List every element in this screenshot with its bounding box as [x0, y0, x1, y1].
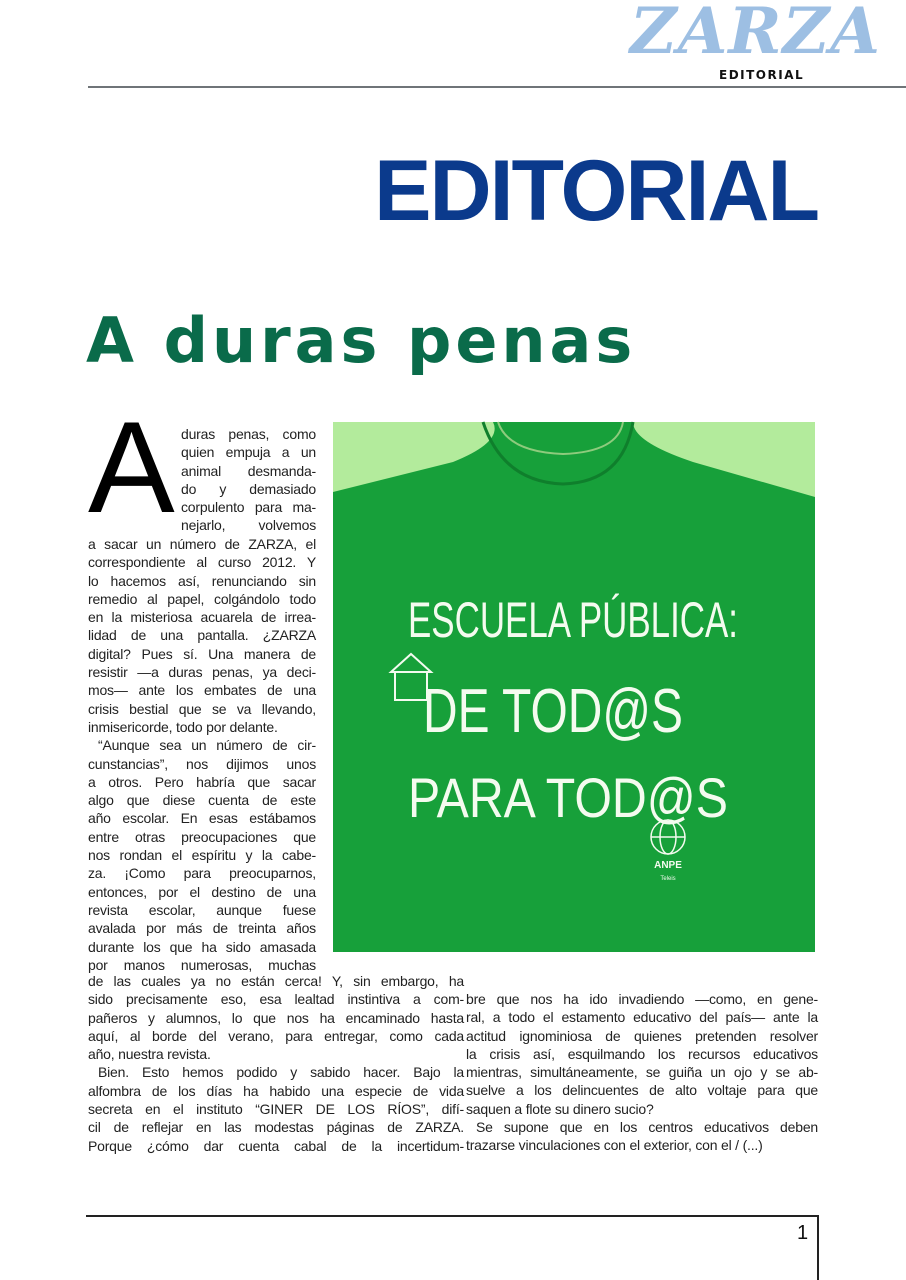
text-line: lo hacemos así, renunciando sin: [88, 572, 316, 589]
text-line: durante los que ha sido amasada: [88, 938, 316, 955]
anpe-logo-subtext: Teleis: [660, 876, 676, 882]
text-line: cil de reflejar en las modestas páginas de ZARZA.: [88, 1119, 464, 1136]
page-number: 1: [797, 1222, 809, 1244]
text-line: a otros. Pero habría que sacar: [88, 773, 316, 790]
section-label: EDITORIAL: [719, 68, 805, 82]
text-line: nejarlo, volvemos: [181, 517, 316, 534]
text-line: corpulento para ma-: [181, 499, 316, 516]
text-block-left-column: [88, 535, 316, 974]
text-line: entre otras preocupaciones que: [88, 828, 316, 845]
text-line: “Aunque sea un número de cir-: [98, 737, 316, 754]
text-line: duras penas, como: [181, 426, 316, 442]
text-line: correspondiente al curso 2012. Y: [88, 554, 316, 571]
text-line: aquí, al borde del verano, para entregar, como cada: [88, 1027, 464, 1044]
text-line: remedio al papel, colgándolo todo: [88, 590, 316, 607]
footer-divider: [86, 1215, 819, 1217]
text-line: avalada por más de treinta años: [88, 920, 316, 937]
text-line: ral, a todo el estamento educativo del país— ante la: [466, 1009, 818, 1026]
text-line: en la misteriosa acuarela de irrea-: [88, 609, 316, 626]
text-line: inmisericorde, todo por delante.: [88, 718, 278, 735]
text-line: pañeros y alumnos, lo que nos ha encaminado hasta: [88, 1009, 464, 1026]
text-line: año, nuestra revista.: [88, 1046, 211, 1063]
text-line: bre que nos ha ido invadiendo —como, en gene-: [466, 991, 818, 1007]
drop-cap: A: [88, 394, 175, 540]
footer-vertical-rule: [817, 1215, 819, 1280]
shirt-text-line2: DE TOD@S: [423, 677, 683, 746]
anpe-logo-text: ANPE: [654, 860, 682, 871]
text-line: secreta en el instituto “GINER DE LOS RÍOS”, difí-: [88, 1101, 464, 1118]
text-line: de las cuales ya no están cerca! Y, sin embargo, ha: [88, 973, 464, 989]
text-line: za. ¡Como para preocuparnos,: [88, 865, 316, 882]
tshirt-image: [333, 422, 815, 952]
text-line: crisis bestial que se va llevando,: [88, 700, 316, 717]
text-line: por manos numerosas, muchas: [88, 956, 316, 973]
text-block-lower-left: [88, 972, 464, 1155]
text-line: Se supone que en los centros educativos deben: [476, 1119, 818, 1136]
text-line: mientras, simultáneamente, se guiña un ojo y se ab-: [466, 1064, 818, 1081]
text-line: algo que diese cuenta de este: [88, 792, 316, 809]
text-line: actitud ignominiosa de quienes pretenden resolver: [466, 1027, 818, 1044]
text-line: suelve a los delincuentes de alto voltaje para que: [466, 1082, 818, 1099]
text-line: resistir —a duras penas, ya deci-: [88, 664, 316, 681]
text-line: sido precisamente eso, esa lealtad instintiva a com-: [88, 991, 464, 1008]
text-line: año escolar. En esas estábamos: [88, 810, 316, 827]
article-headline: A duras penas: [86, 304, 637, 377]
header-divider: [88, 86, 906, 88]
text-line: mos— ante los embates de una: [88, 682, 316, 699]
text-line: saquen a flote su dinero sucio?: [466, 1100, 654, 1117]
text-line: revista escolar, aunque fuese: [88, 901, 316, 918]
zarza-logo: ZARZA: [630, 0, 881, 69]
text-line: quien empuja a un: [181, 444, 316, 461]
text-block-beside-dropcap: [181, 425, 316, 535]
text-line: digital? Pues sí. Una manera de: [88, 645, 316, 662]
text-line: do y demasiado: [181, 480, 316, 497]
text-line: lidad de una pantalla. ¿ZARZA: [88, 627, 316, 644]
text-line: entonces, por el destino de una: [88, 883, 316, 900]
shirt-text-line1: ESCUELA PÚBLICA:: [408, 592, 738, 648]
text-block-lower-right: [466, 990, 818, 1155]
text-line: nos rondan el espíritu y la cabe-: [88, 847, 316, 864]
shirt-text-line3: PARA TOD@S: [408, 766, 728, 829]
page-title: EDITORIAL: [374, 143, 818, 239]
text-line: trazarse vinculaciones con el exterior, con el / (...): [466, 1137, 763, 1154]
text-line: animal desmanda-: [181, 462, 316, 479]
text-line: la crisis así, esquilmando los recursos educativos: [466, 1045, 818, 1062]
text-line: Porque ¿cómo dar cuenta cabal de la incertidum-: [88, 1137, 464, 1154]
text-line: cunstancias”, nos dijimos unos: [88, 755, 316, 772]
text-line: alfombra de los días ha habido una especie de vida: [88, 1082, 464, 1099]
text-line: a sacar un número de ZARZA, el: [88, 536, 316, 552]
text-line: Bien. Esto hemos podido y sabido hacer. Bajo la: [98, 1064, 464, 1081]
